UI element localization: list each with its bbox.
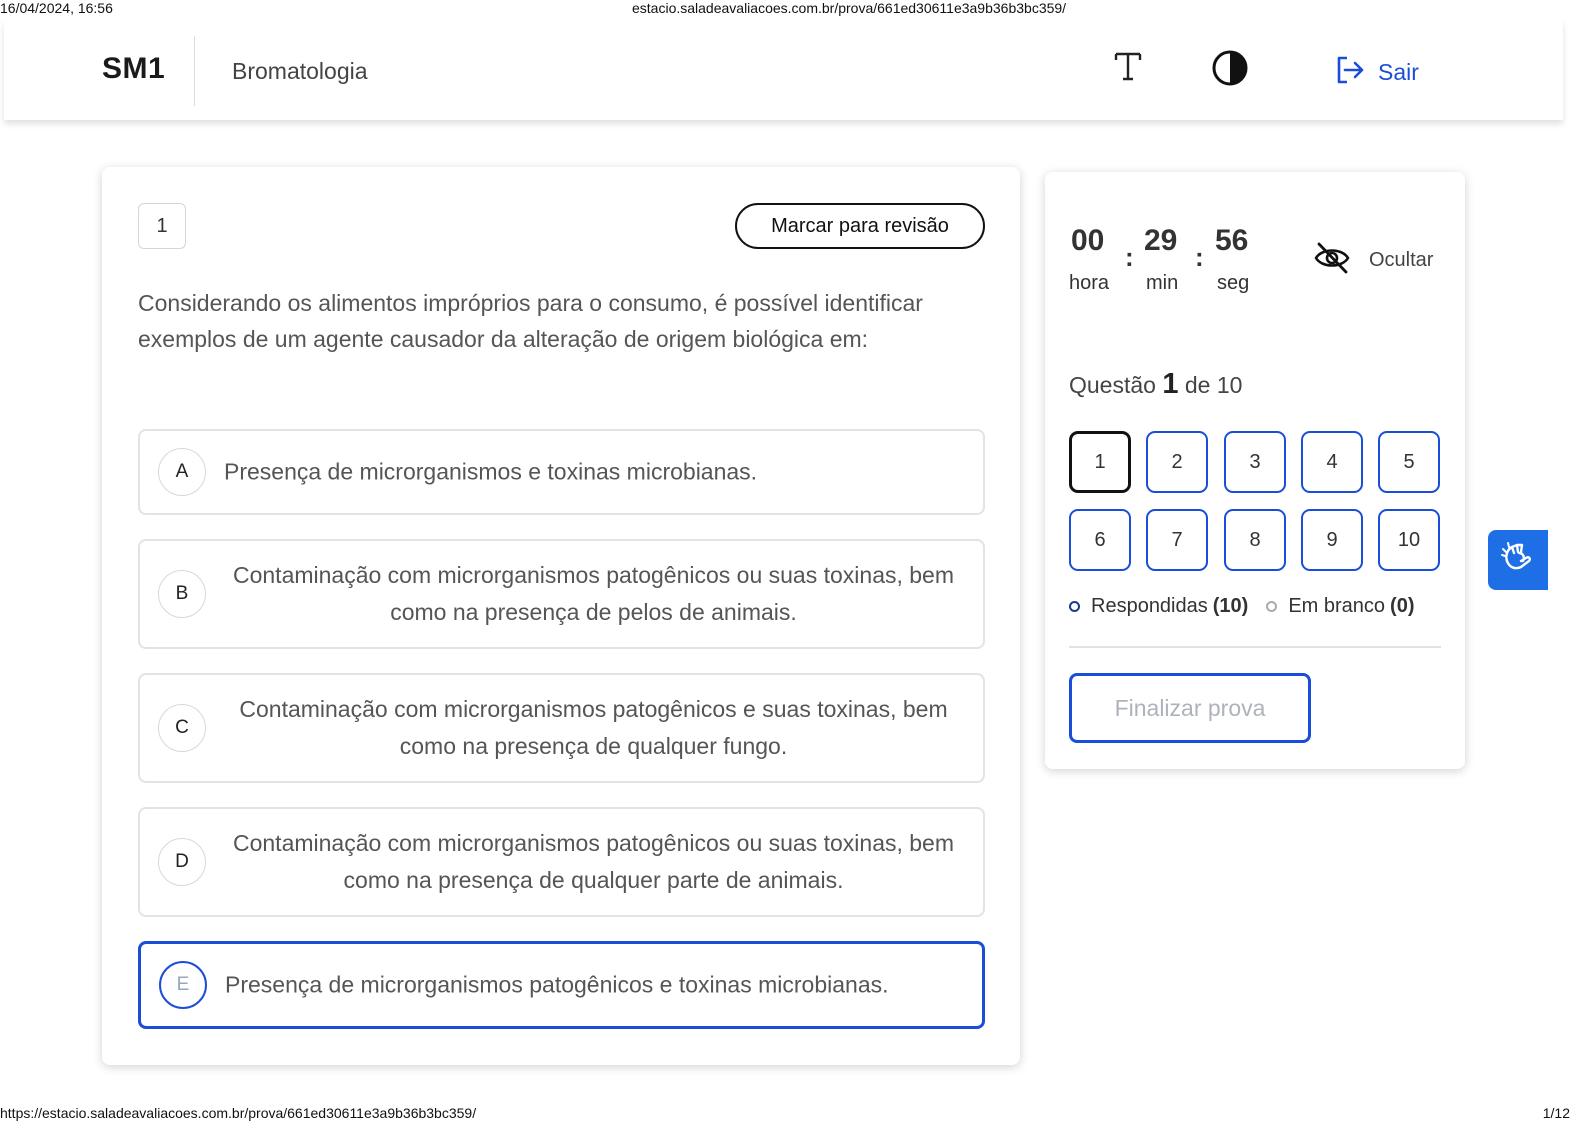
blank-count: (0) [1390,595,1415,617]
question-nav-button[interactable]: 7 [1146,509,1208,571]
question-number: 1 [138,203,186,249]
option-text: Presença de microrganismos e toxinas microbianas. [224,458,758,485]
option-text: Contaminação com microrganismos patogênicos e suas toxinas, bem como na presença de qualquer fungo. [239,696,948,759]
logo: SM1 [102,52,166,85]
timer-minutes: 29 [1144,224,1178,257]
vlibras-button[interactable] [1488,530,1548,590]
option-letter: C [158,704,206,752]
print-footer [0,1105,1582,1125]
option-a[interactable] [138,429,985,515]
option-text: Presença de microrganismos patogênicos e toxinas microbianas. [225,971,889,998]
print-url-bottom: https://estacio.saladeavaliacoes.com.br/prova/661ed30611e3a9b36b3bc359/ [0,1105,477,1121]
subject-title: Bromatologia [232,58,368,84]
text-size-icon [1113,50,1143,87]
hide-timer-label: Ocultar [1369,249,1434,271]
mark-for-review-button[interactable]: Marcar para revisão [735,203,985,249]
question-statement: Considerando os alimentos impróprios para o consumo, é possível identificar exemplos de um agente causador da alteração de origem biológica em: [138,290,923,352]
finish-exam-button[interactable]: Finalizar prova [1069,673,1311,743]
question-nav-button[interactable]: 8 [1224,509,1286,571]
question-nav-button[interactable]: 4 [1301,431,1363,493]
option-letter: E [159,961,207,1009]
option-b[interactable] [138,539,985,649]
question-nav-button[interactable]: 10 [1378,509,1440,571]
answered-dot-icon [1069,601,1080,612]
timer-separator: : [1195,242,1204,272]
timer-seconds: 56 [1215,224,1249,257]
option-c[interactable] [138,673,985,783]
option-e[interactable] [138,941,985,1029]
print-page-number: 1/12 [1542,1105,1570,1121]
font-size-button[interactable] [1108,48,1148,88]
divider [1069,646,1441,648]
option-d[interactable] [138,807,985,917]
timer-hours: 00 [1071,224,1105,257]
blank-dot-icon [1266,601,1277,612]
option-letter: D [158,838,206,886]
question-nav-button[interactable]: 2 [1146,431,1208,493]
option-text: Contaminação com microrganismos patogênicos ou suas toxinas, bem como na presença de qualquer parte de animais. [232,830,955,893]
logout-label: Sair [1378,58,1419,85]
logout-icon [1334,54,1366,91]
logout-button[interactable] [1334,54,1419,90]
question-nav-button[interactable]: 1 [1069,431,1131,493]
timer-hours-label: hora [1069,272,1110,294]
progress-suffix: de 10 [1184,372,1243,398]
answer-legend [1069,595,1415,618]
question-nav-button[interactable]: 3 [1224,431,1286,493]
sign-language-icon [1499,539,1537,582]
option-letter: B [158,570,206,618]
question-navigator [1069,431,1443,571]
timer-separator: : [1125,242,1134,272]
question-progress [1069,368,1242,401]
contrast-button[interactable] [1210,50,1250,90]
question-card [102,167,1020,1065]
progress-current: 1 [1162,368,1179,400]
contrast-icon [1211,49,1249,92]
question-nav-button[interactable]: 5 [1378,431,1440,493]
print-header [0,0,1582,18]
print-datetime: 16/04/2024, 16:56 [0,0,113,16]
timer-seconds-label: seg [1217,272,1250,294]
blank-label: Em branco [1288,595,1386,617]
answered-count: (10) [1212,595,1249,617]
answered-label: Respondidas [1091,595,1208,617]
side-panel [1045,172,1465,769]
timer-minutes-label: min [1146,272,1179,294]
top-bar [4,20,1563,120]
question-nav-button[interactable]: 6 [1069,509,1131,571]
eye-off-icon [1313,240,1351,281]
option-text: Contaminação com microrganismos patogênicos ou suas toxinas, bem como na presença de pelos de animais. [232,562,955,625]
hide-timer-button[interactable] [1313,240,1433,281]
print-url-top: estacio.saladeavaliacoes.com.br/prova/661ed30611e3a9b36b3bc359/ [632,0,1067,16]
option-letter: A [158,448,206,496]
question-nav-button[interactable]: 9 [1301,509,1363,571]
header-divider [194,36,195,106]
progress-prefix: Questão [1069,372,1156,398]
